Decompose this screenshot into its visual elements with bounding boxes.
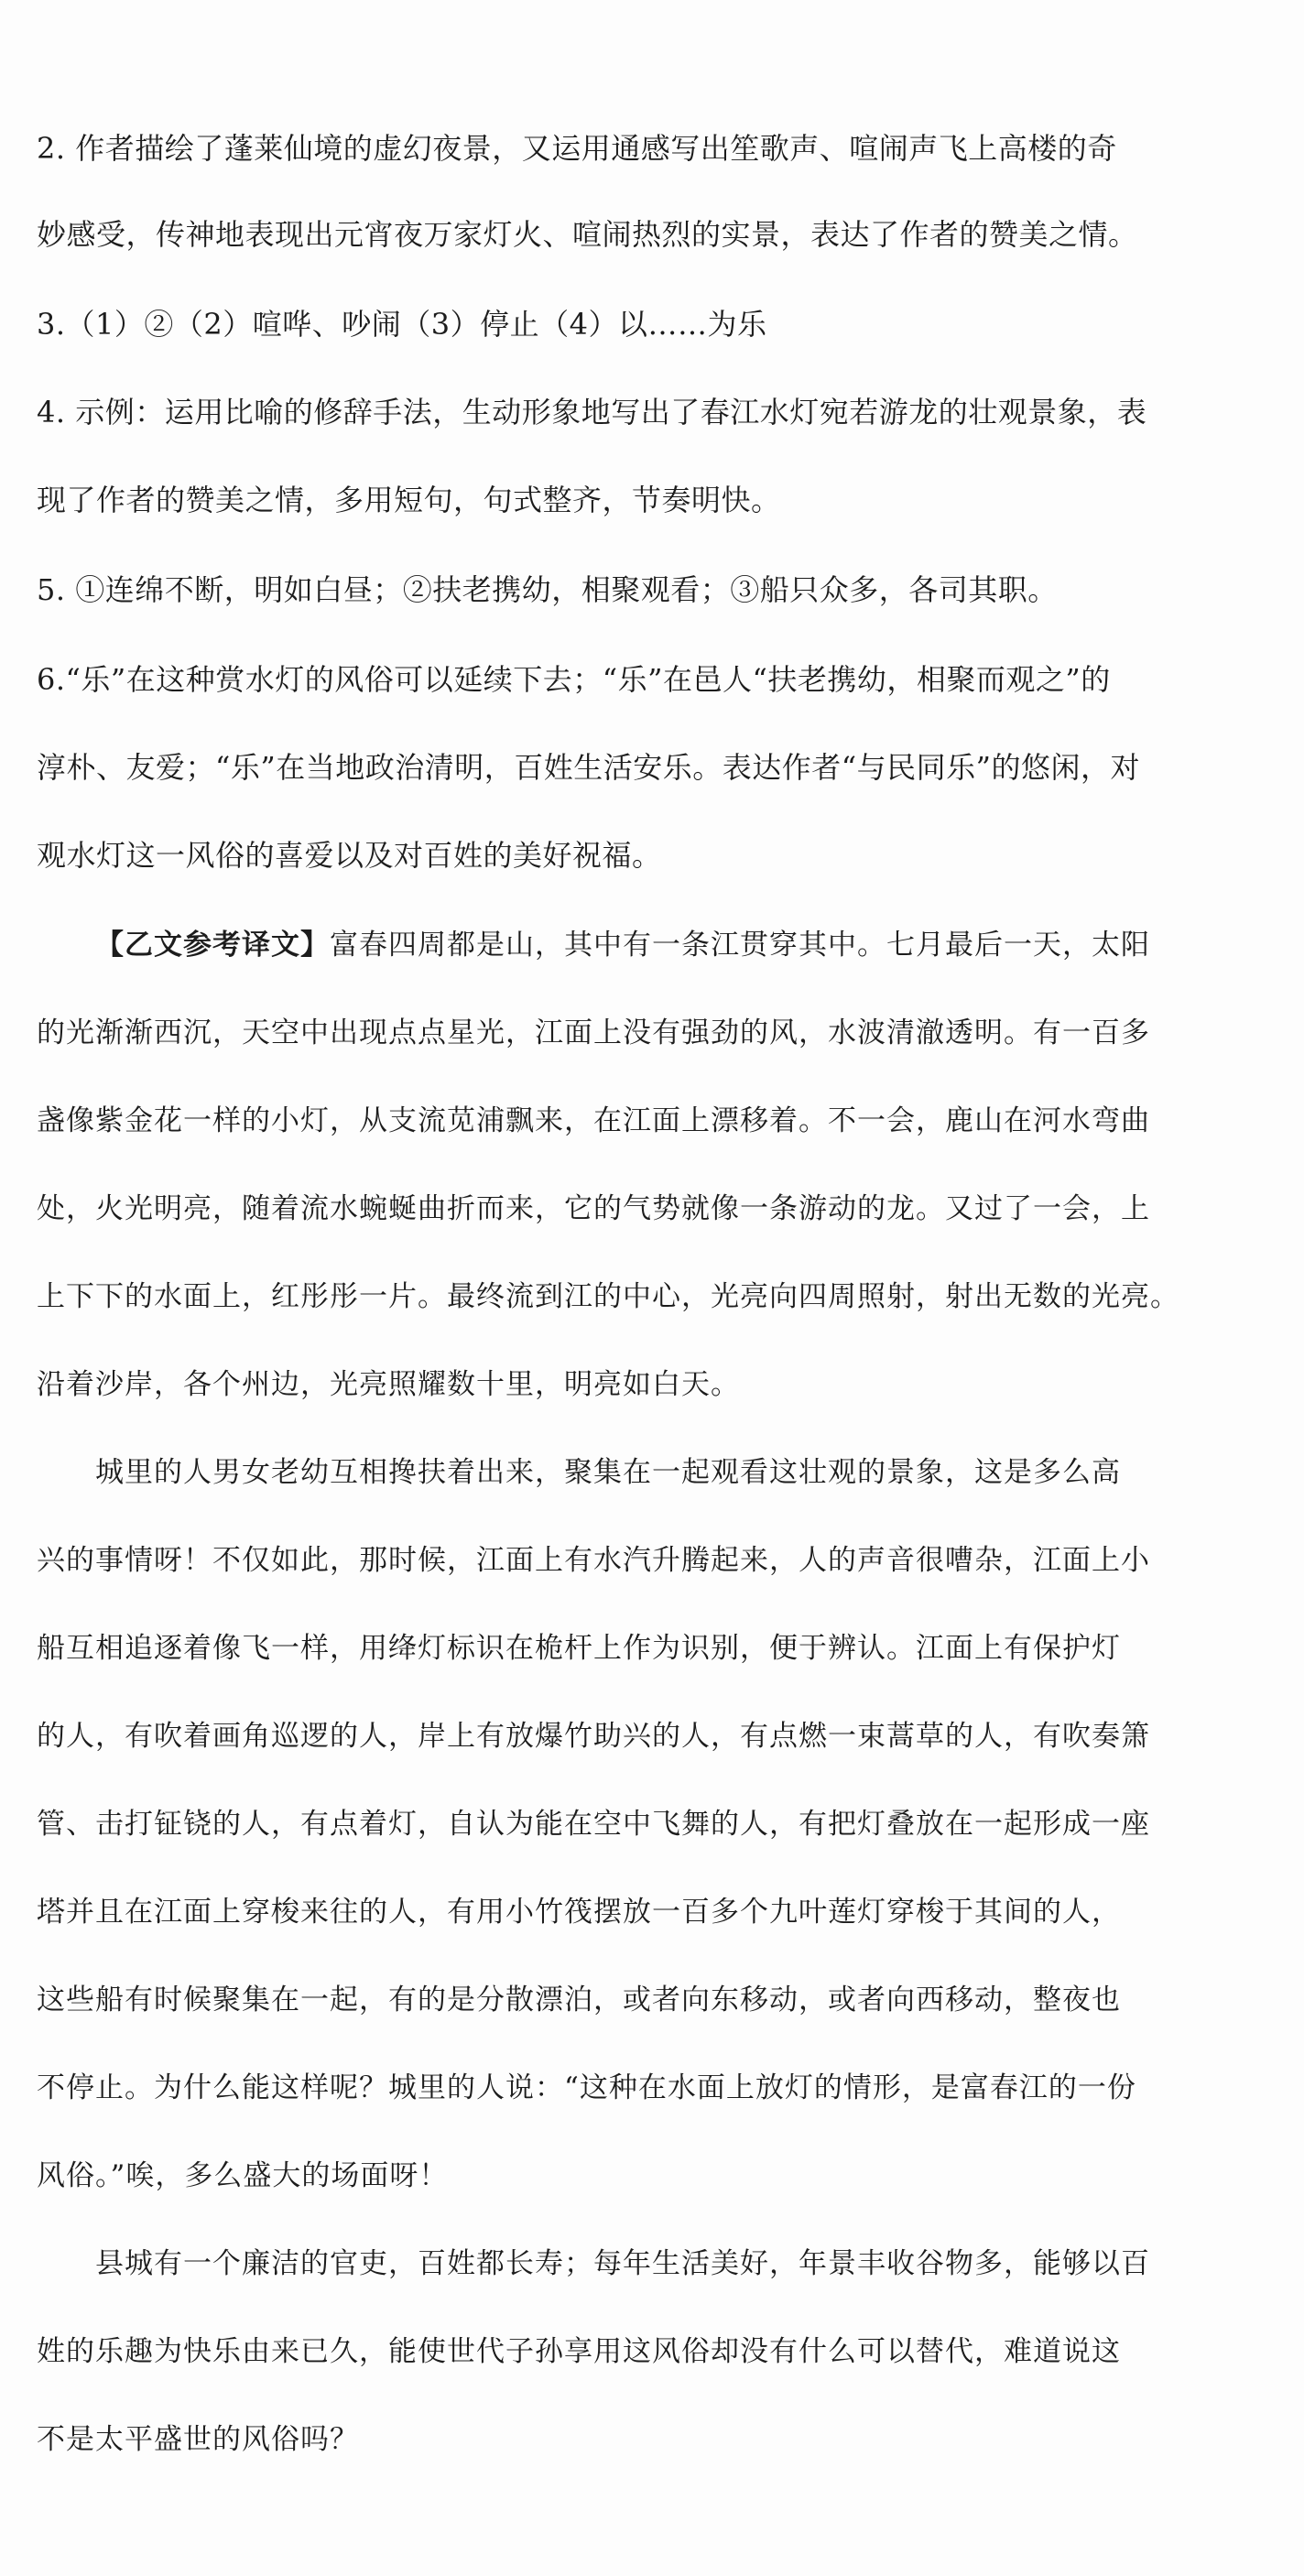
answer-6-line-2: 淳朴、友爱；“乐”在当地政治清明，百姓生活安乐。表达作者“与民同乐”的悠闲，对	[37, 750, 1140, 785]
answer-4-line-2: 现了作者的赞美之情，多用短句，句式整齐，节奏明快。	[37, 483, 781, 517]
translation-para-1-line-4: 处，火光明亮，随着流水蜿蜒曲折而来，它的气势就像一条游动的龙。又过了一会，上	[37, 1192, 1150, 1225]
translation-para-3-line-2: 姓的乐趣为快乐由来已久，能使世代子孙享用这风俗却没有什么可以替代，难道说这	[37, 2335, 1121, 2368]
translation-para-2-line-8: 不停止。为什么能这样呢？城里的人说：“这种在水面上放灯的情形，是富春江的一份	[37, 2071, 1136, 2104]
translation-para-2-line-5: 管、击打钲铙的人，有点着灯，自认为能在空中飞舞的人，有把灯叠放在一起形成一座	[37, 1808, 1150, 1841]
translation-heading: 【乙文参考译文】	[95, 929, 330, 962]
translation-para-2-line-7: 这些船有时候聚集在一起，有的是分散漂泊，或者向东移动，或者向西移动，整夜也	[37, 1984, 1121, 2016]
translation-para-2-line-6: 塔并且在江面上穿梭来往的人，有用小竹筏摆放一百多个九叶莲灯穿梭于其间的人，	[37, 1896, 1121, 1929]
translation-para-2-line-2: 兴的事情呀！不仅如此，那时候，江面上有水汽升腾起来，人的声音很嘈杂，江面上小	[37, 1544, 1150, 1577]
answer-2-line-1: 2. 作者描绘了蓬莱仙境的虚幻夜景，又运用通感写出笙歌声、喧闹声飞上高楼的奇	[37, 131, 1117, 166]
translation-para-1-line-3: 盏像紫金花一样的小灯，从支流苋浦飘来，在江面上漂移着。不一会，鹿山在河水弯曲	[37, 1104, 1150, 1137]
translation-para-2-line-1: 城里的人男女老幼互相搀扶着出来，聚集在一起观看这壮观的景象，这是多么高	[95, 1456, 1121, 1489]
answer-6-line-1: 6.“乐”在这种赏水灯的风俗可以延续下去；“乐”在邑人“扶老携幼，相聚而观之”的	[37, 662, 1111, 697]
answer-2-line-2: 妙感受，传神地表现出元宵夜万家灯火、喧闹热烈的实景，表达了作者的赞美之情。	[37, 217, 1138, 252]
answer-5-line-1: 5. ①连绵不断，明如白昼；②扶老携幼，相聚观看；③船只众多，各司其职。	[37, 572, 1058, 607]
translation-para-1-first-line	[95, 927, 1203, 963]
translation-para-2-line-9: 风俗。”唉，多么盛大的场面呀！	[37, 2159, 449, 2192]
answer-6-line-3: 观水灯这一风俗的喜爱以及对百姓的美好祝福。	[37, 838, 662, 873]
translation-para-3-line-3: 不是太平盛世的风俗吗？	[37, 2423, 359, 2456]
answer-3-line-1: 3.（1）②（2）喧哗、吵闹（3）停止（4）以……为乐	[37, 307, 767, 342]
translation-para-1-line-1: 富春四周都是山，其中有一条江贯穿其中。七月最后一天，太阳	[330, 929, 1150, 962]
translation-para-1-line-2: 的光渐渐西沉，天空中出现点点星光，江面上没有强劲的风，水波清澈透明。有一百多	[37, 1016, 1150, 1049]
answer-4-line-1: 4. 示例：运用比喻的修辞手法，生动形象地写出了春江水灯宛若游龙的壮观景象，表	[37, 395, 1147, 429]
translation-para-2-line-3: 船互相追逐着像飞一样，用绛灯标识在桅杆上作为识别，便于辨认。江面上有保护灯	[37, 1632, 1121, 1665]
translation-para-2-line-4: 的人，有吹着画角巡逻的人，岸上有放爆竹助兴的人，有点燃一束蒿草的人，有吹奏箫	[37, 1720, 1150, 1753]
translation-para-1-line-5: 上下下的水面上，红彤彤一片。最终流到江的中心，光亮向四周照射，射出无数的光亮。	[37, 1280, 1179, 1313]
translation-para-1-line-6: 沿着沙岸，各个州边，光亮照耀数十里，明亮如白天。	[37, 1368, 740, 1401]
translation-para-3-line-1: 县城有一个廉洁的官吏，百姓都长寿；每年生活美好，年景丰收谷物多，能够以百	[95, 2247, 1150, 2280]
